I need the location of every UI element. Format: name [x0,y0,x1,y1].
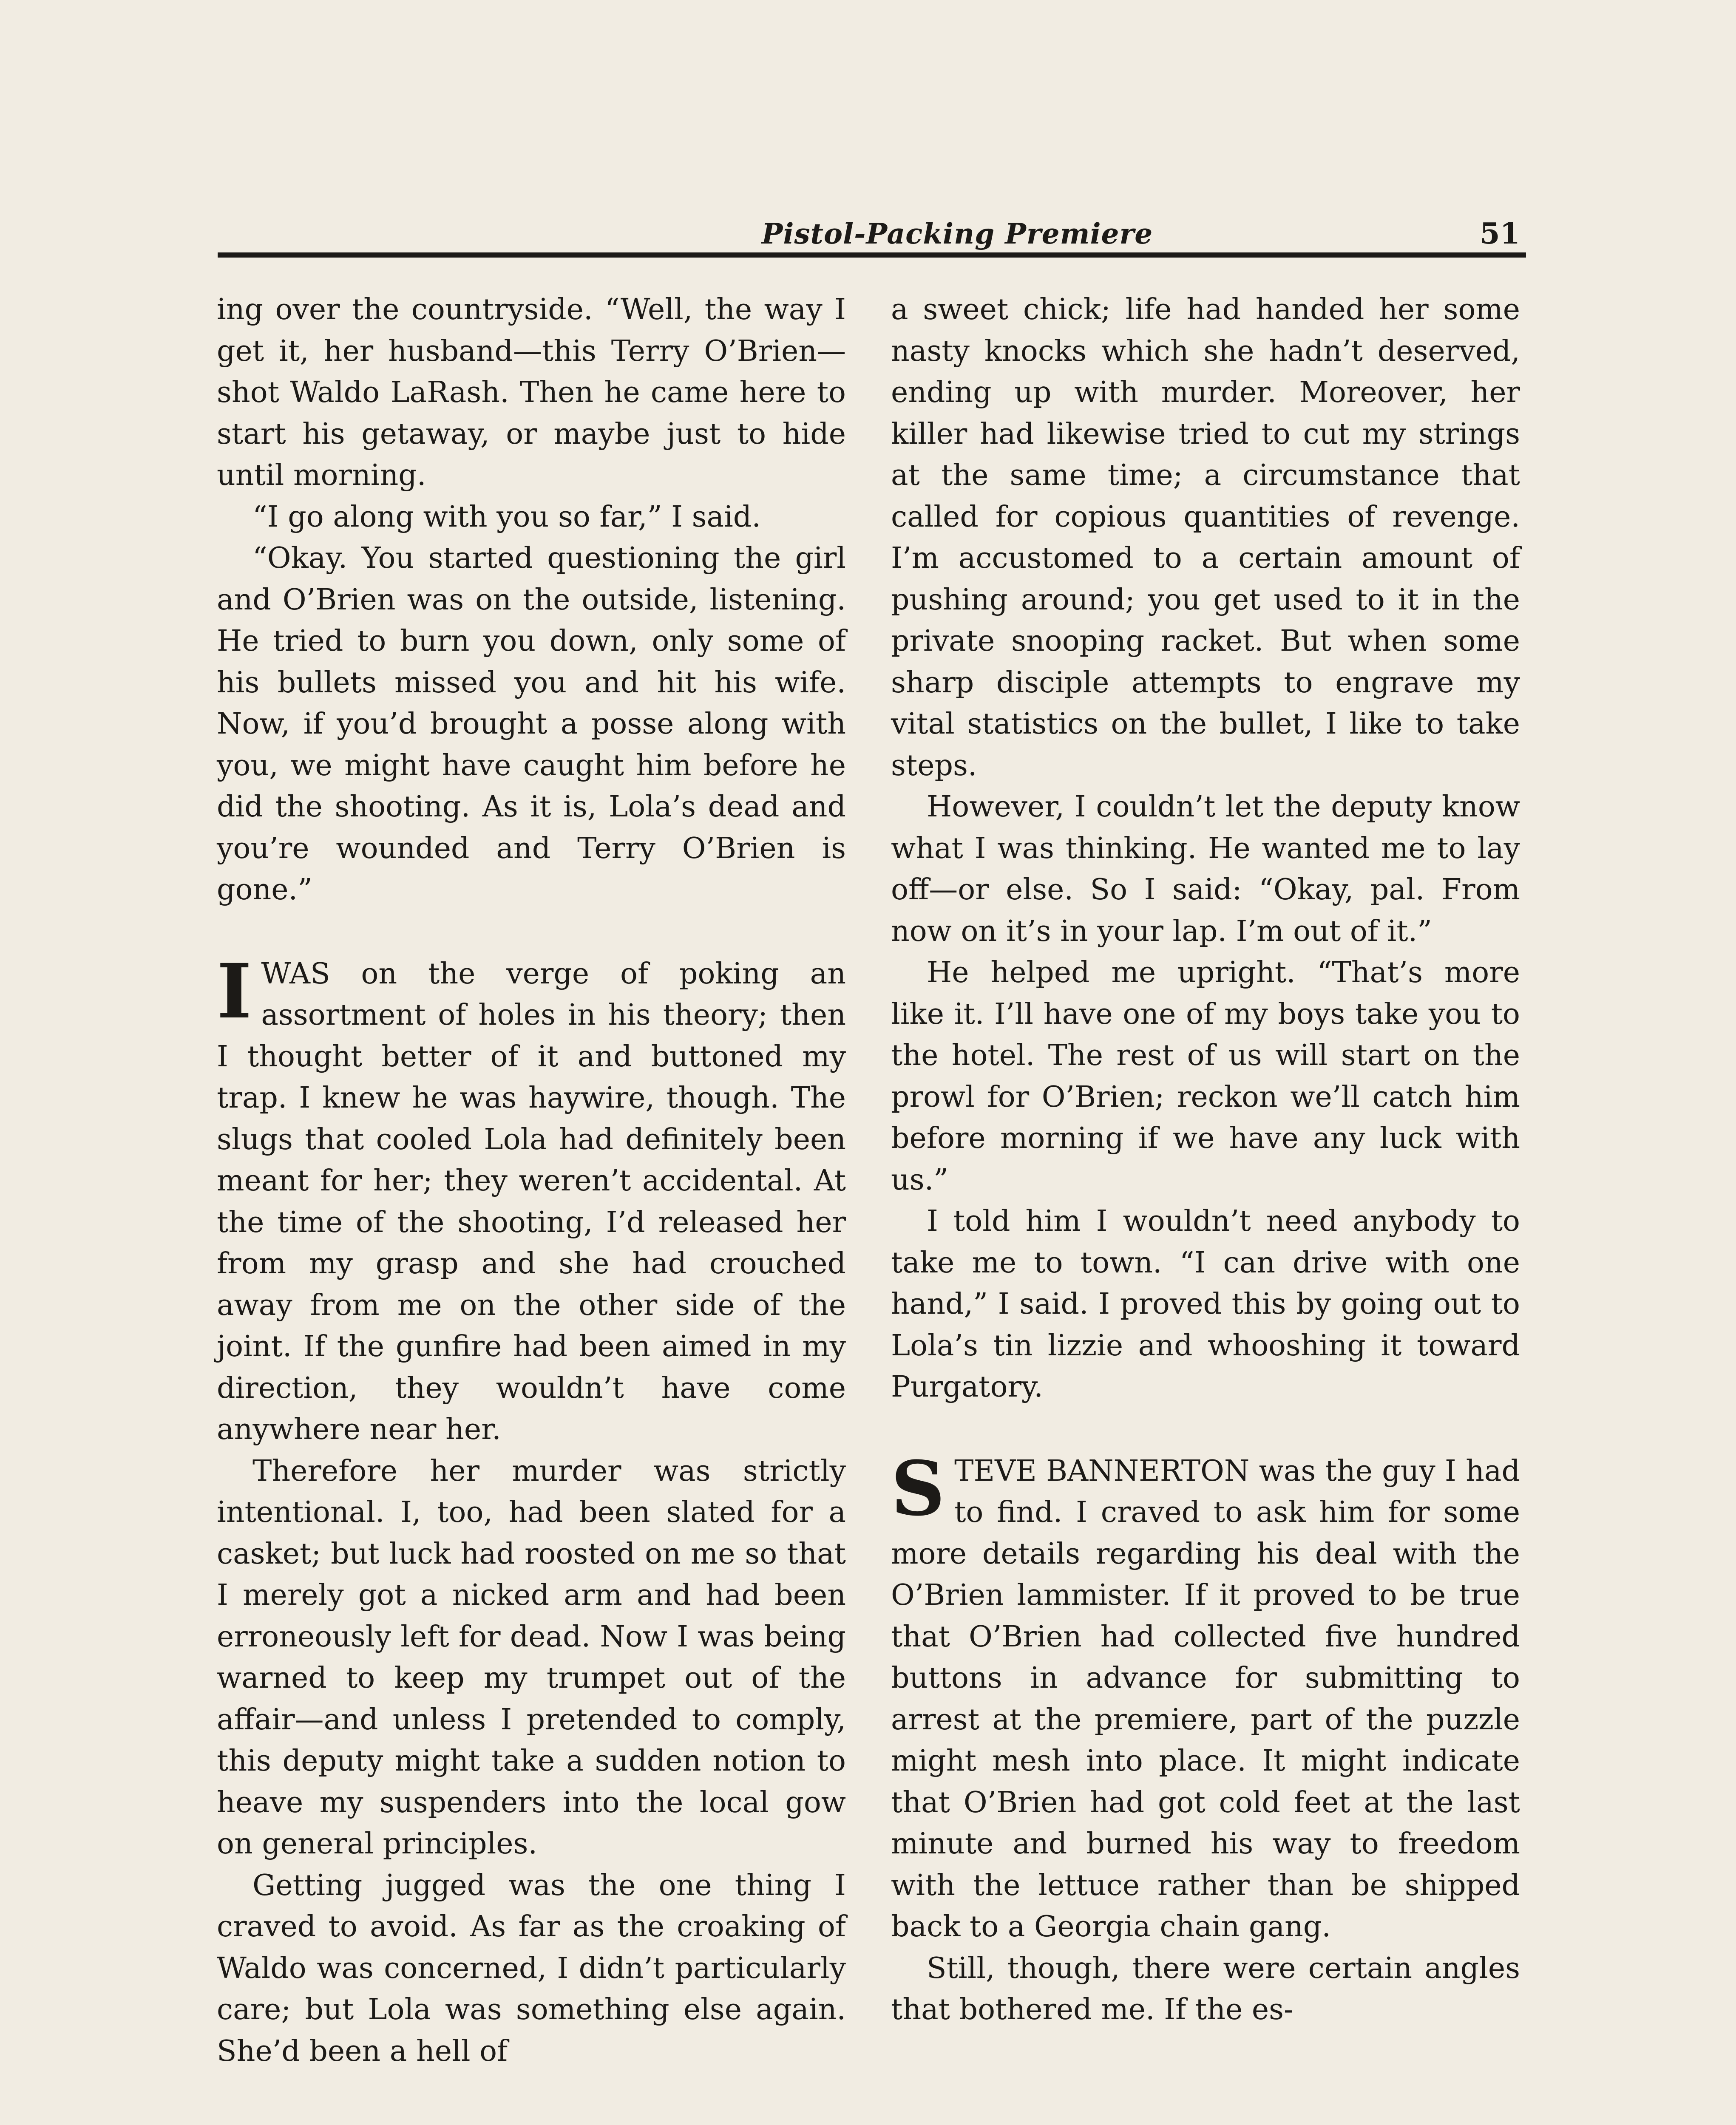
right-column [891,289,1520,2031]
paragraph: He helped me upright. “That’s more like it. I’ll have one of my boys take you to the hotel. The rest of us will start on the prowl for O’Brien; reckon we’ll catch him before morning if we have any luck with us.” [891,956,1520,1197]
paragraph: ing over the countryside. “Well, the way I get it, her husband—this Terry O’Brien—shot Waldo LaRash. Then he came here to start his getaway, or maybe just to hide until morning. [217,293,846,492]
paragraph: “Okay. You started questioning the girl and O’Brien was on the outside, listening. He tried to burn you down, only some of his bullets missed you and hit his wife. Now, if you’d brought a posse along with you, we might have caught him before he did the shooting. As it is, Lola’s dead and you’re wounded and Terry O’Brien is gone.” [217,541,846,907]
left-column [217,289,846,2072]
paragraph-with-dropcap [217,947,846,1451]
paragraph: “I go along with you so far,” I said. [252,500,761,534]
paragraph: Therefore her murder was strictly intentional. I, too, had been slated for a casket; but luck had roosted on me so that I merely got a nicked arm and had been erroneously left for dead. Now I was being warned to keep my trumpet out of the affair—and unless I pretended to comply, this deputy might take a sudden notion to heave my suspenders into the local gow on general principles. [217,1454,846,1861]
header-rule [218,252,1526,258]
paragraph: a sweet chick; life had handed her some nasty knocks which she hadn’t deserved, ending up with murder. Moreover, her killer had likewise tried to cut my strings at the same time; a circumstance that called for copious quantities of revenge. I’m accustomed to a certain amount of pushing around; you get used to it in the private snooping racket. But when some sharp disciple attempts to engrave my vital statistics on the bullet, I like to take steps. [891,293,1520,782]
paragraph: Still, though, there were certain angles that bothered me. If the es- [891,1951,1520,2026]
paragraph-text: WAS on the verge of poking an assortment of holes in his theory; then I thought better of it and buttoned my trap. I knew he was haywire, though. The slugs that cooled Lola had definitely been meant for her; they weren’t accidental. At the time of the shooting, I’d released her from my grasp and she had crouched away from me on the other side of the joint. If the gunfire had been aimed in my direction, they wouldn’t have come anywhere near her. [217,957,846,1446]
paragraph: Getting jugged was the one thing I craved to avoid. As far as the croaking of Waldo was concerned, I didn’t particularly care; but Lola was something else again. She’d been a hell of [217,1868,846,2068]
drop-cap: S [891,1444,945,1533]
paragraph: I told him I wouldn’t need anybody to take me to town. “I can drive with one hand,” I said. I proved this by going out to Lola’s tin lizzie and whooshing it toward Purgatory. [891,1204,1520,1404]
paragraph-text: TEVE BANNERTON was the guy I had to find. I craved to ask him for some more details regarding his deal with the O’Brien lammister. If it proved to be true that O’Brien had collected five hundred buttons in advance for submitting to arrest at the premiere, part of the puzzle might mesh into place. It might indicate that O’Brien had got cold feet at the last minute and burned his way to freedom with the lettuce rather than be shipped back to a Georgia chain gang. [891,1454,1520,1944]
page-header [218,212,1528,255]
page-number: 51 [1480,217,1520,251]
paragraph: However, I couldn’t let the deputy know what I was thinking. He wanted me to lay off—or else. So I said: “Okay, pal. From now on it’s in your lap. I’m out of it.” [891,790,1520,948]
running-title: Pistol-Packing Premiere [761,217,1153,250]
drop-cap: I [217,947,252,1035]
paragraph-with-dropcap [891,1444,1520,1948]
